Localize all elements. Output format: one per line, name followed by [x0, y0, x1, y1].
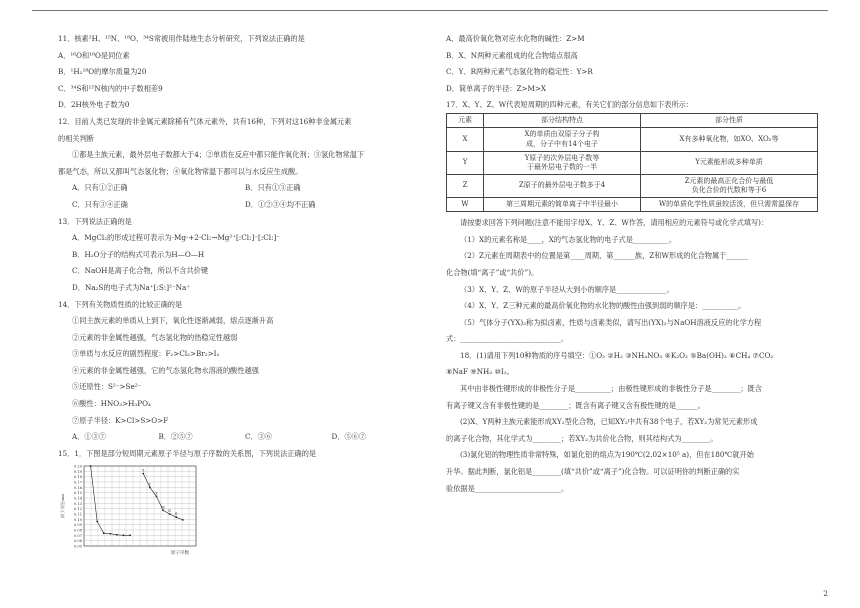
y-tick-label: 0.19	[73, 469, 82, 474]
q17-cell-el: Y	[447, 151, 484, 174]
q18-line-6: 的离子化合物，其化学式为________；若XY₂为共价化合物，则其结构式为________。	[446, 433, 718, 443]
y-tick-label: 0.14	[73, 496, 82, 501]
q11-option-b: B．¹H₂¹⁸O的摩尔质量为20	[58, 67, 147, 77]
y-tick-label: 0.07	[73, 533, 82, 538]
q18-line-1: 18．(1)请用下列10种物质的序号填空：①O₂ ②H₂ ③NH₄NO₃ ④K₂O₂ ⑤Ba(OH)₂ ⑥CH₄ ⑦CO₂	[460, 350, 774, 360]
y-tick-label: 0.13	[73, 501, 82, 506]
y-tick-label: 0.15	[73, 491, 82, 496]
q12-stem-cont: 的相关判断	[58, 133, 94, 143]
q12-option-b: B．只有①③正确	[245, 183, 301, 193]
q17-stem: 17．X、Y、Z、W代表短周期的四种元素，有关它们的部分信息如下表所示：	[446, 100, 694, 110]
q17-col-structure: 部分结构特点	[484, 114, 641, 128]
q15-stem: 15．1．下图是部分短周期元素原子半径与原子序数的关系图，下列说法正确的是	[58, 448, 317, 458]
q14-option-c: C．③⑥	[245, 432, 273, 442]
y-tick-label: 0.12	[73, 507, 82, 512]
y-tick-label: 0.10	[73, 517, 82, 522]
q14-item-7: ⑦原子半径：K>Cl>S>O>F	[72, 415, 169, 425]
q12-statement-2: 都是气态，所以又都叫气态氢化物；④氧化物常温下都可以与水反应生成酸。	[58, 166, 303, 176]
q12-option-c: C．只有③④正确	[72, 199, 128, 209]
data-point	[182, 519, 184, 521]
left-column	[58, 34, 418, 564]
data-point	[156, 495, 158, 497]
q17-part-2: （2）Z元素在周期表中的位置是第____周期，第______族，Z和W形成的化合物属于______	[460, 251, 748, 261]
q18-line-7: (3)氯化铝的物理性质非常特殊，如氯化铝的熔点为190℃(2.02×10⁵ a)，但在180℃就开始	[460, 450, 754, 460]
point-label: Z	[155, 491, 158, 496]
q17-cell-property	[641, 174, 818, 197]
q15-option-d: D．简单离子的半径：Z>M>X	[446, 83, 546, 93]
q17-part-5-cont: 式：____________________________。	[446, 334, 569, 344]
y-tick-label: 0.06	[73, 539, 82, 544]
table-row	[447, 198, 818, 212]
q14-item-4: ④元素的非金属性越强，它的气态氢化物水溶液的酸性越强	[72, 365, 259, 375]
point-label: N	[168, 508, 172, 513]
q13-option-a: A．MgCl₂的形成过程可表示为·Mg·+2·Cl:→Mg²⁺[:Cl:]⁻[:Cl:]⁻	[72, 233, 281, 243]
q14-item-5: ⑤还原性：S²⁻>Se²⁻	[72, 382, 142, 392]
q18-line-4: 有离子键又含有非极性键的是________；既含有离子键又含有极性键的是______。	[446, 400, 705, 410]
point-label: X	[142, 468, 145, 473]
q13-stem: 13．下列说法正确的是	[58, 216, 132, 226]
q12-option-a: A．只有①②正确	[72, 183, 128, 193]
q14-item-1: ①同主族元素的单质从上到下，氧化性逐渐减弱，熔点逐渐升高	[72, 316, 274, 326]
q17-table	[446, 113, 818, 212]
q14-choices	[58, 432, 418, 441]
q18-line-3: 其中由非极性键形成的非极性分子是__________；由极性键形成的非极性分子是________；既含	[460, 384, 762, 394]
q17-part-5: （5）气体分子(YX)₂称为拟卤素，性质与卤素类似，请写出(YX)₂与NaOH溶液反应的化学方程	[460, 317, 762, 327]
data-point	[90, 465, 92, 467]
q17-col-property: 部分性质	[641, 114, 818, 128]
y-tick-label: 0.17	[73, 480, 82, 485]
header-rule	[32, 10, 828, 11]
data-point	[149, 486, 151, 488]
page-number: 2	[823, 589, 828, 598]
q18-line-2: ⑧NaF ⑨NH₃ ⑩I₂。	[446, 367, 514, 377]
q17-part-3: （3）X、Y、Z、W的原子半径从大到小的顺序是______________。	[460, 284, 674, 294]
data-point	[123, 534, 125, 536]
table-row	[447, 174, 818, 197]
y-tick-label: 0.09	[73, 523, 82, 528]
data-point	[103, 532, 105, 534]
q17-cell-property: Y元素能形成多种单质	[641, 151, 818, 174]
q14-item-2: ②元素的非金属性越强，气态氢化物的热稳定性越弱	[72, 332, 238, 342]
q17-cell-line: 负化合价的代数和等于6	[691, 185, 767, 194]
q17-col-element: 元素	[447, 114, 484, 128]
point-label: M	[161, 505, 165, 510]
q14-option-d: D．⑤⑥⑦	[331, 432, 367, 442]
q12-stem: 12．目前人类已发现的非金属元素除稀有气体元素外，共有16种，下列对这16种非金属元素	[58, 116, 352, 126]
q17-cell-structure	[484, 151, 641, 174]
y-tick-label: 0.08	[73, 528, 82, 533]
table-row	[447, 128, 818, 151]
right-column	[446, 34, 818, 493]
data-point	[129, 534, 131, 536]
y-tick-label: 0.16	[73, 485, 82, 490]
data-point	[175, 516, 177, 518]
y-tick-label: 0.18	[73, 475, 82, 480]
q11-option-d: D．2H核外电子数为0	[58, 100, 130, 110]
q17-instruction: 请按要求回答下列问题(注意不能用字母X、Y、Z、W作答，请用相应的元素符号或化学式填写)：	[460, 218, 769, 228]
q11-option-a: A．¹⁶O和¹⁸O是同位素	[58, 50, 130, 60]
q12-option-d: D．①②③④均不正确	[245, 199, 316, 209]
q17-cell-property: X有多种氧化物，如XO、XO₂等	[641, 128, 818, 151]
q17-cell-el: W	[447, 198, 484, 212]
q17-cell-property: W的单质化学性质虽较活泼，但只需常温保存	[641, 198, 818, 212]
q15-radius-chart	[58, 462, 208, 562]
point-label: R	[175, 512, 178, 517]
data-point	[109, 533, 111, 535]
q18-line-5: (2)X、Y两种主族元素能形成XY₂型化合物，已知XY₂中共有38个电子，若XY₂为常见元素形成	[460, 417, 758, 427]
q17-part-1: （1）X的元素名称是____，X的气态氢化物的电子式是__________。	[460, 234, 677, 244]
q17-cell-structure: 第三周期元素的简单离子中半径最小	[484, 198, 641, 212]
q17-cell-structure: Z原子的最外层电子数多于4	[484, 174, 641, 197]
q17-cell-line: Y原子的次外层电子数等	[524, 153, 600, 162]
q12-statement-1: ①都是主族元素，最外层电子数都大于4；②单质在反应中都只能作氧化剂；③氢化物常温下	[72, 150, 365, 160]
q17-cell-el: Z	[447, 174, 484, 197]
q14-option-a: A．①③⑦	[72, 432, 106, 442]
q18-line-8: 升华。据此判断，氯化铝是________(填“共价”或“离子”)化合物。可以证明你的判断正确的实	[446, 467, 740, 477]
q17-cell-line: 于最外层电子数的一半	[527, 162, 597, 171]
q15-option-a: A．最高价氧化物对应水化物的碱性：Z>M	[446, 34, 585, 43]
q13-option-b: B．H₂O分子的结构式可表示为H—O—H	[72, 249, 205, 259]
y-tick-label: 0.05	[73, 544, 82, 549]
point-label: Y	[148, 482, 151, 487]
q17-cell-line: X的单质由双原子分子构	[524, 130, 600, 139]
data-point	[169, 513, 171, 515]
q11-stem: 11．核素²H、¹⁵N、¹⁸O、³⁴S常被用作陆地生态分析研究，下列说法正确的是	[58, 34, 305, 43]
q14-item-6: ⑥酸性：HNO₃>H₃PO₄	[72, 399, 151, 409]
q17-cell-line: Z元素的最高正化合价与最低	[684, 176, 774, 185]
q15-option-b: B．X、N两种元素组成的化合物熔点很高	[446, 50, 578, 60]
table-row	[447, 151, 818, 174]
q13-option-d: D．Na₂S的电子式为Na⁺[:S:]²⁻Na⁺	[72, 282, 191, 292]
q14-stem: 14．下列有关物质性质的比较正确的是	[58, 299, 183, 309]
q12-choices-row1	[58, 183, 418, 192]
data-point	[162, 509, 164, 511]
q17-part-2-cont: 化合物(填“离子”或“共价”)。	[446, 267, 539, 277]
q13-option-c: C．NaOH是离子化合物，所以不含共价键	[72, 266, 209, 276]
q17-cell-structure	[484, 128, 641, 151]
y-tick-label: 0.11	[73, 512, 82, 517]
y-axis-label: 原子半径/nm	[60, 493, 65, 518]
data-point	[116, 534, 118, 536]
q14-option-b: B．②⑤⑦	[158, 432, 193, 442]
q18-line-9: 验依据是________________________。	[446, 483, 569, 493]
q17-cell-line: 成，分子中有14个电子	[526, 139, 598, 148]
series-line	[91, 466, 131, 535]
data-point	[142, 472, 144, 474]
q17-cell-el: X	[447, 128, 484, 151]
q12-choices-row2	[58, 200, 418, 209]
q11-option-c: C．³⁴S和¹⁵N核内的中子数相差9	[58, 83, 163, 93]
q14-item-3: ③单质与水反应的剧烈程度：F₂>Cl₂>Br₂>I₂	[72, 349, 220, 359]
q17-part-4: （4）X、Y、Z三种元素的最高价氧化物的水化物的酸性由强到弱的顺序是：__________。	[460, 301, 746, 311]
data-point	[96, 520, 98, 522]
x-axis-label: 原子序数	[171, 550, 189, 556]
q15-option-c: C．Y、R两种元素气态氢化物的稳定性：Y>R	[446, 67, 593, 77]
q17-table-header	[447, 114, 818, 128]
y-tick-label: 0.20	[73, 464, 82, 469]
